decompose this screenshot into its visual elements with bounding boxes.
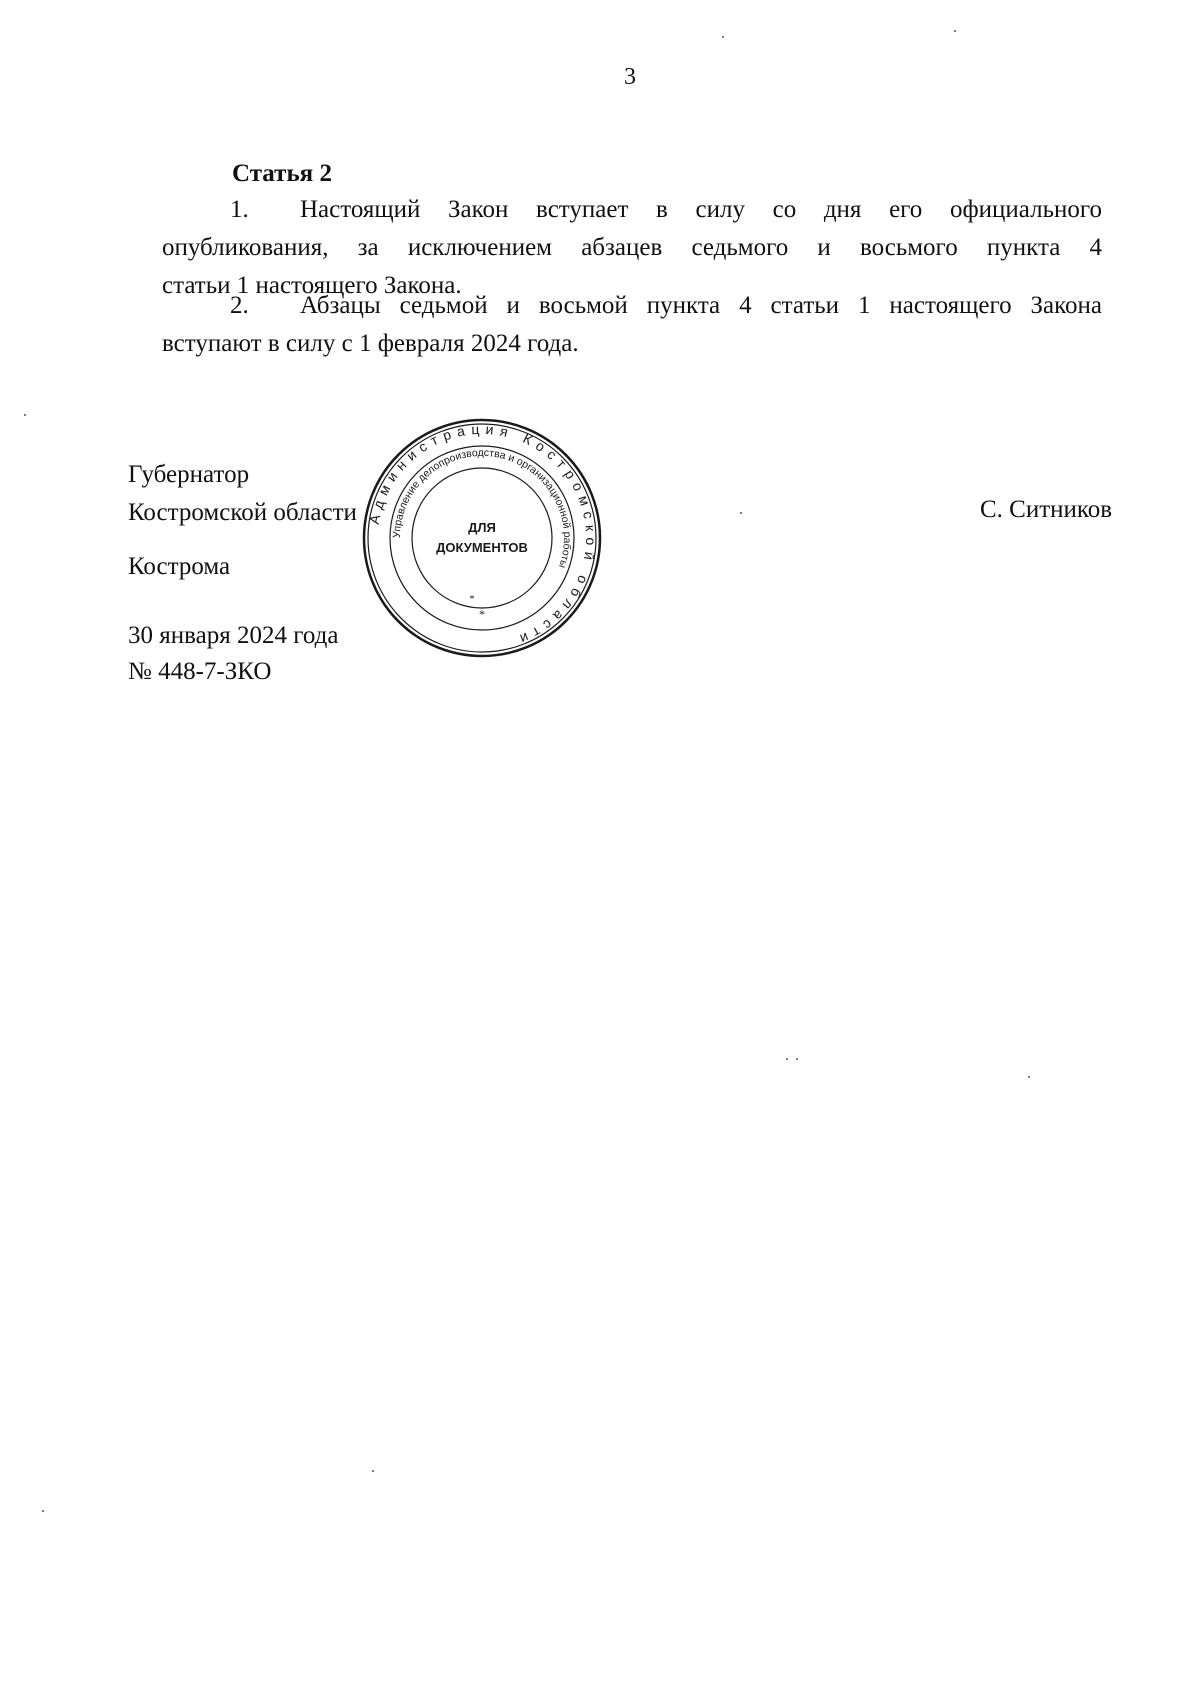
article-item-2: [162, 287, 1102, 363]
article-item-1-number: 1.: [230, 196, 249, 223]
article-item-1-line-2: опубликования, за исключением абзацев седьмого и восьмого пункта 4: [162, 234, 1102, 261]
stamp-center-line-1: ДЛЯ: [468, 520, 496, 535]
article-item-1-line-1: [162, 191, 1102, 229]
official-stamp: [362, 418, 602, 658]
scan-speck: [24, 414, 26, 416]
law-number: № 448-7-ЗКО: [128, 658, 272, 685]
scan-speck: [796, 1058, 798, 1060]
scan-speck: [722, 36, 724, 38]
signatory-title-line-2: Костромской области: [128, 499, 357, 526]
signing-date: 30 января 2024 года: [128, 622, 339, 649]
article-heading: Статья 2: [232, 160, 332, 187]
article-item-2-text-1: Абзацы седьмой и восьмой пункта 4 статьи 1 настоящего Закона: [300, 292, 1102, 319]
scan-speck: [954, 30, 956, 32]
date-and-number: [128, 618, 338, 690]
article-item-1-line-3: статьи 1 настоящего Закона.: [162, 272, 462, 299]
scan-speck: [42, 1510, 44, 1512]
scan-speck: [372, 1470, 374, 1472]
signatory-name: С. Ситников: [980, 496, 1113, 523]
page-number: 3: [624, 64, 636, 90]
scan-speck: [786, 1058, 788, 1060]
stamp-center-line-2: ДОКУМЕНТОВ: [436, 540, 528, 555]
stamp-star-icon: *: [479, 607, 485, 621]
stamp-inner-text: Управление делопроизводства и организационной работы: [390, 446, 574, 570]
place-of-signing: Кострома: [128, 553, 231, 580]
article-item-1-text-1: Настоящий Закон вступает в силу со дня его официального: [300, 196, 1102, 223]
article-item-2-number: 2.: [230, 292, 249, 319]
article-item-2-line-2: вступают в силу с 1 февраля 2024 года.: [162, 330, 579, 357]
stamp-star-icon-2: *: [469, 594, 475, 605]
scan-speck: [740, 512, 742, 514]
signatory-title-line-1: Губернатор: [128, 461, 250, 488]
article-item-2-line-1: [162, 287, 1102, 325]
scan-speck: [1028, 1076, 1030, 1078]
stamp-outer-text: Администрация Костромской области: [365, 420, 600, 650]
signatory-title: [128, 456, 357, 532]
